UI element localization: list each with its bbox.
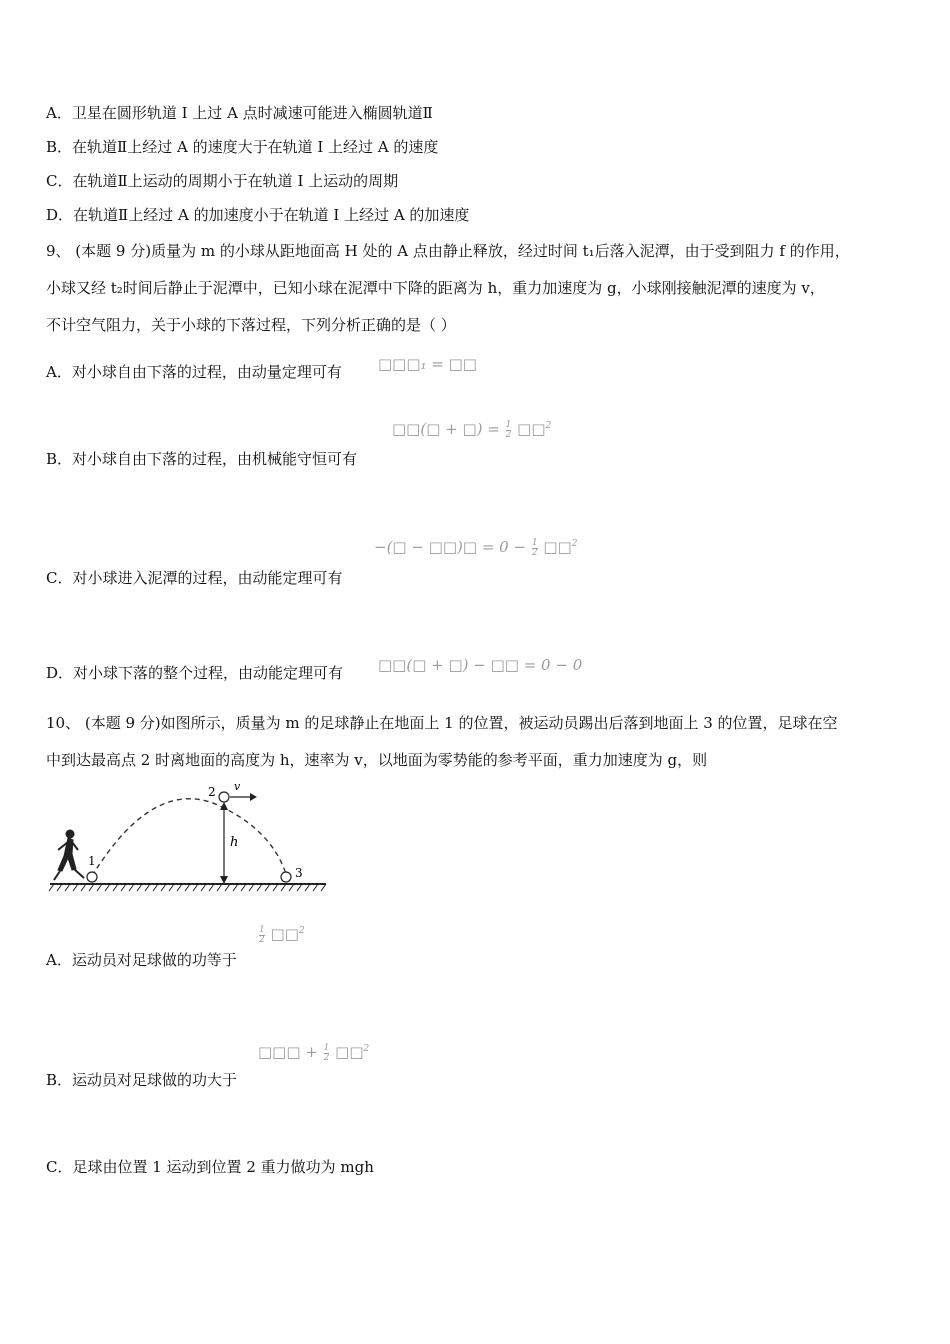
ball-position-2 (219, 792, 229, 802)
q9-option-c: C．对小球进入泥潭的过程，由动能定理可有 (46, 569, 343, 587)
q9-option-c-equation: −(□ − □□)□ = 0 − $\frac{1}{2}$ □□$^2$ (374, 537, 578, 558)
ball-position-3 (281, 872, 291, 882)
q9-stem-line-3: 不计空气阻力，关于小球的下落过程，下列分析正确的是（ ） (46, 316, 456, 334)
q9-stem-line-2: 小球又经 t₂时间后静止于泥潭中，已知小球在泥潭中下降的距离为 h，重力加速度为 g，小球刚接触泥潭的速度为 v， (46, 279, 825, 297)
q10-option-a: A．运动员对足球做的功等于 (46, 951, 237, 969)
q10-option-b: B．运动员对足球做的功大于 (46, 1071, 238, 1089)
q9-option-b-equation: □□(□ + □) = $\frac{1}{2}$ □□$^2$ (392, 419, 552, 440)
fig-label-v: v (234, 780, 241, 793)
q9-option-b: B．对小球自由下落的过程，由机械能守恒可有 (46, 450, 358, 468)
fig-label-2: 2 (208, 785, 216, 799)
q8-option-c: C．在轨道Ⅱ上运动的周期小于在轨道 I 上运动的周期 (46, 172, 399, 190)
q10-option-a-equation: $\frac{1}{2}$ □□$^2$ (259, 924, 305, 945)
player-figure (54, 830, 84, 880)
q10-option-b-equation: □□□ + $\frac{1}{2}$ □□$^2$ (258, 1042, 370, 1063)
q9-stem-line-1: 9、 (本题 9 分)质量为 m 的小球从距地面高 H 处的 A 点由静止释放，经过时间 t₁后落入泥潭，由于受到阻力 f 的作用， (46, 242, 850, 260)
football-trajectory-diagram (46, 780, 330, 896)
q8-option-b: B．在轨道Ⅱ上经过 A 的速度大于在轨道 I 上经过 A 的速度 (46, 138, 439, 156)
q9-option-a-equation: □□□₁ = □□ (378, 355, 477, 373)
ground-hatching (49, 884, 326, 891)
q9-option-a: A．对小球自由下落的过程，由动量定理可有 (46, 363, 342, 381)
ball-position-1 (87, 872, 97, 882)
q9-option-d: D．对小球下落的整个过程，由动能定理可有 (46, 664, 344, 682)
q8-option-a: A．卫星在圆形轨道 I 上过 A 点时减速可能进入椭圆轨道Ⅱ (46, 104, 433, 122)
fig-label-1: 1 (88, 854, 96, 868)
fig-label-h: h (230, 835, 239, 850)
q10-stem-line-2: 中到达最高点 2 时离地面的高度为 h，速率为 v，以地面为零势能的参考平面，重力加速度为 g，则 (46, 751, 708, 769)
q9-option-d-equation: □□(□ + □) − □□ = 0 − 0 (378, 656, 583, 674)
fig-label-3: 3 (295, 866, 303, 880)
velocity-arrowhead (250, 793, 257, 801)
q8-option-d: D．在轨道Ⅱ上经过 A 的加速度小于在轨道 I 上经过 A 的加速度 (46, 206, 470, 224)
q10-stem-line-1: 10、 (本题 9 分)如图所示，质量为 m 的足球静止在地面上 1 的位置，被运动员踢出后落到地面上 3 的位置，足球在空 (46, 714, 838, 732)
q10-option-c: C．足球由位置 1 运动到位置 2 重力做功为 mgh (46, 1158, 374, 1176)
trajectory-curve (92, 799, 286, 876)
